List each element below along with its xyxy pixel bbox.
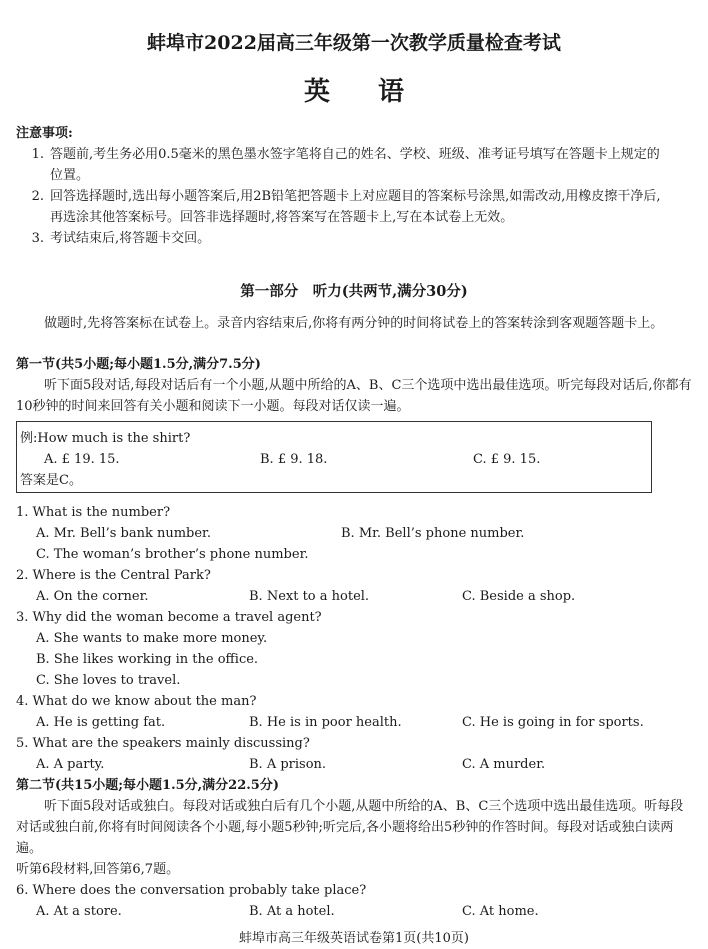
example-question: 例:How much is the shirt?: [20, 431, 191, 446]
example-answer: 答案是C。: [20, 473, 82, 488]
notice-number: 2.: [31, 189, 44, 204]
question-stem: 1. What is the number?: [16, 505, 171, 520]
question-stem: 6. Where does the conversation probably take place?: [16, 883, 367, 898]
option-a: A. Mr. Bell’s bank number.: [36, 526, 211, 541]
example-option-c: C. £ 9. 15.: [473, 452, 541, 467]
notice-text: 考试结束后,将答题卡交回。: [50, 231, 211, 246]
example-option-a: A. £ 19. 15.: [44, 452, 120, 467]
part1-intro: 做题时,先将答案标在试卷上。录音内容结束后,你将有两分钟的时间将试卷上的答案转涂到客观题答题卡上。: [44, 316, 664, 331]
option-a: A. At a store.: [36, 904, 122, 919]
question-options: [16, 586, 692, 607]
exam-title: 蚌埠市2022届高三年级第一次教学质量检查考试: [147, 32, 561, 54]
part1-title: 第一部分 听力(共两节,满分30分): [240, 283, 468, 300]
notice-item: [16, 186, 692, 228]
notice-item: [16, 228, 692, 249]
option-b: B. At a hotel.: [249, 904, 335, 919]
example-options: [20, 449, 651, 470]
option-b: B. He is in poor health.: [249, 715, 402, 730]
question-options: [16, 901, 692, 922]
question-stem: 3. Why did the woman become a travel agent?: [16, 610, 322, 625]
notice-text: 回答选择题时,选出每小题答案后,用2B铅笔把答题卡上对应题目的答案标号涂黑,如需改动,用橡皮擦干净后,再选涂其他答案标号。回答非选择题时,将答案写在答题卡上,写在本试卷上无效。: [50, 189, 661, 225]
notice-text: 答题前,考生务必用0.5毫米的黑色墨水签字笔将自己的姓名、学校、班级、准考证号填写在答题卡上规定的位置。: [50, 147, 660, 183]
option-c: C. He is going in for sports.: [462, 715, 644, 730]
page-footer: 蚌埠市高三年级英语试卷第1页(共10页): [239, 931, 469, 946]
option-c: C. A murder.: [462, 757, 546, 772]
notice-number: 1.: [31, 147, 44, 162]
notice-number: 3.: [31, 231, 44, 246]
section2-description: 听下面5段对话或独白。每段对话或独白后有几个小题,从题中所给的A、B、C三个选项中选出最佳选项。听每段对话或独白前,你将有时间阅读各个小题,每小题5秒钟;听完后,各小题将给出5秒钟的作答时间。每段对话或独白读两遍。: [16, 799, 684, 856]
option-b: B. Next to a hotel.: [249, 589, 370, 604]
section1-description: 听下面5段对话,每段对话后有一个小题,从题中所给的A、B、C三个选项中选出最佳选项。听完每段对话后,你都有10秒钟的时间来回答有关小题和阅读下一小题。每段对话仅读一遍。: [16, 378, 692, 414]
option-b: B. A prison.: [249, 757, 327, 772]
option-b: B. Mr. Bell’s phone number.: [341, 526, 525, 541]
notice-heading: 注意事项:: [16, 126, 73, 141]
question-area: [16, 502, 692, 922]
section1-heading: 第一节(共5小题;每小题1.5分,满分7.5分): [16, 357, 261, 372]
question-stem: 4. What do we know about the man?: [16, 694, 257, 709]
notice-list: [16, 144, 692, 249]
question-options: [16, 754, 692, 775]
question-stem: 5. What are the speakers mainly discussing?: [16, 736, 310, 751]
option-a: A. He is getting fat.: [36, 715, 166, 730]
option-c: C. At home.: [462, 904, 539, 919]
option-a: A. A party.: [36, 757, 105, 772]
option-c: C. She loves to travel.: [36, 673, 181, 688]
notice-item: [16, 144, 692, 186]
option-c: C. The woman’s brother’s phone number.: [36, 547, 309, 562]
option-a: A. On the corner.: [36, 589, 149, 604]
question-options: [16, 523, 692, 544]
example-box: [16, 421, 652, 493]
section2-heading: 第二节(共15小题;每小题1.5分,满分22.5分): [16, 778, 279, 793]
example-option-b: B. £ 9. 18.: [260, 452, 328, 467]
option-a: A. She wants to make more money.: [36, 631, 268, 646]
option-c: C. Beside a shop.: [462, 589, 576, 604]
subject-title: 英语: [303, 77, 452, 107]
question-options: [16, 712, 692, 733]
question-stem: 2. Where is the Central Park?: [16, 568, 211, 583]
option-b: B. She likes working in the office.: [36, 652, 259, 667]
section2-material: 听第6段材料,回答第6,7题。: [16, 862, 180, 877]
